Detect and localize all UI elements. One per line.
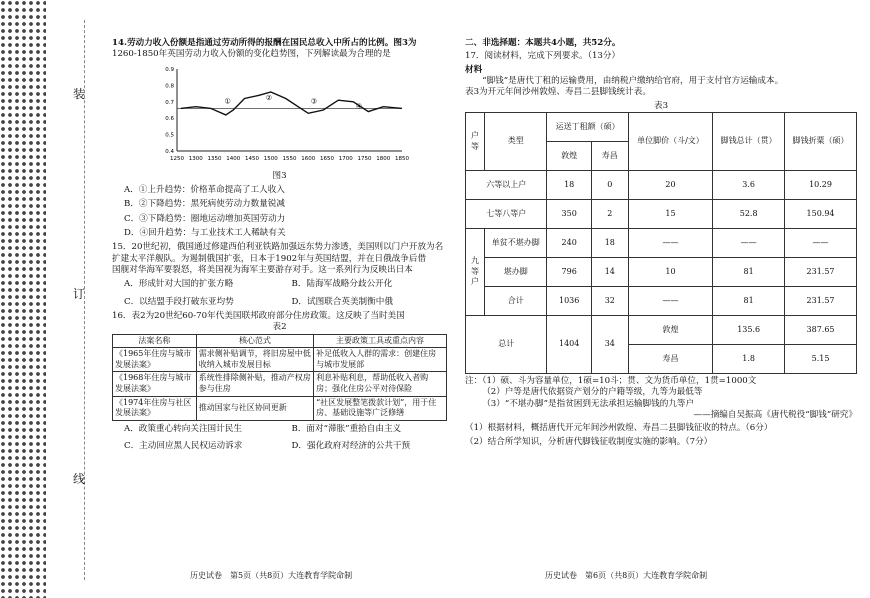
cell: 5.15 — [785, 345, 857, 374]
header-shouchang: 寿昌 — [591, 142, 628, 171]
y-tick-label: 0.4 — [165, 148, 174, 155]
x-tick-label: 1850 — [395, 155, 409, 162]
table-row — [466, 258, 857, 287]
x-tick-label: 1500 — [263, 155, 278, 162]
q15-stem-3: 国舰对华海军要裂怒，将美国视为海军主要游存对手。这一系列行为反映出日本 — [112, 265, 413, 276]
policy-header-paradigm: 核心范式 — [196, 334, 313, 348]
cell: 387.65 — [785, 316, 857, 345]
q17-stem: 17．阅读材料，完成下列要求。（13分） — [465, 51, 621, 62]
cell: 18 — [547, 171, 591, 200]
policy-table — [112, 334, 447, 421]
policy-cell: 系统性排除侧补贴，推动产权房参与住房 — [196, 372, 313, 396]
policy-cell: 利息补贴利息，帮助低收入者购房；强化住房公平对待保险 — [314, 372, 447, 396]
series-line — [181, 92, 402, 115]
cell: 52.8 — [713, 200, 785, 229]
cell: 敦煌 — [628, 316, 712, 345]
cell: 七等八等户 — [466, 200, 547, 229]
cell-nine-grade: 九等户 — [466, 229, 485, 316]
binding-char-ding: 订 — [73, 287, 86, 301]
header-total: 脚钱总计（贯） — [713, 113, 785, 171]
cell-total: 总计 — [466, 316, 547, 374]
cell: 1036 — [547, 287, 591, 316]
cell: 231.57 — [785, 287, 857, 316]
cell: 堪办脚 — [485, 258, 547, 287]
cell: 单贫不堪办脚 — [485, 229, 547, 258]
table-row — [113, 372, 447, 396]
x-tick-label: 1250 — [170, 155, 184, 162]
q16-option-d: D．强化政府对经济的公共干预 — [291, 440, 411, 451]
ask-1: （1）根据材料，概括唐代开元年间沙州敦煌、寿昌二县脚钱征收的特点。（6分） — [465, 423, 773, 434]
material-text-1: “脚钱”是唐代丁租的运输费用，由纳税户缴纳给官府，用于支付官方运输成本。 — [482, 76, 784, 87]
annotation-marker: ① — [224, 97, 231, 106]
policy-cell: 推动国家与社区协同更新 — [196, 396, 313, 420]
note-3: （3）“不堪办脚”是指贫困到无法承担运输脚钱的九等户 — [482, 398, 695, 409]
q14-stem-2: 1260-1850年英国劳动力收入份额的变化趋势图，下列解读最为合理的是 — [112, 49, 391, 60]
cell: 350 — [547, 200, 591, 229]
section-title: 二、非选择题：本题共4小题，共52分。 — [465, 38, 621, 48]
table-3-title: 表3 — [653, 100, 669, 111]
policy-cell: 《1965年住房与城市发展法案》 — [113, 348, 197, 372]
material-label: 材料 — [465, 64, 483, 75]
cell: 1.8 — [713, 345, 785, 374]
cell: 34 — [591, 316, 628, 374]
y-tick-label: 0.9 — [165, 66, 174, 73]
cell: 150.94 — [785, 200, 857, 229]
left-page — [112, 38, 447, 455]
x-tick-label: 1800 — [376, 155, 391, 162]
cell: 81 — [713, 287, 785, 316]
cell: 0 — [591, 171, 628, 200]
policy-cell: 《1974年住房与社区发展法案》 — [113, 396, 197, 420]
cell: 32 — [591, 287, 628, 316]
q14-stem-1: 14.劳动力收入份额是指通过劳动所得的报酬在国民总收入中所占的比例。图3为 — [112, 38, 417, 48]
ask-2: （2）结合所学知识，分析唐代脚钱征收制度实施的影响。（7分） — [465, 436, 713, 447]
note-1: 注：（1）硕、斗为容量单位，1硕=10斗；贯、文为货币单位，1贯=1000文 — [465, 376, 757, 387]
table-row — [466, 171, 857, 200]
x-tick-label: 1700 — [338, 155, 353, 162]
table-row — [466, 287, 857, 316]
y-tick-label: 0.8 — [165, 83, 174, 90]
table-2-title: 表2 — [272, 322, 287, 333]
q15-option-c: C．以结盟手段打破东亚均势 — [124, 296, 234, 307]
q15-option-b: B．陆海军战略分歧公开化 — [291, 279, 393, 290]
cell: 796 — [547, 258, 591, 287]
q14-option-d: D．④回升趋势：与工业技术工人稀缺有关 — [124, 228, 286, 239]
policy-cell: “社区发展整笔拨款计划”，用于住房、基础设施等广泛修缮 — [314, 396, 447, 420]
annotation-marker: ② — [265, 93, 273, 102]
q16-option-c: C．主动回应黑人民权运动诉求 — [124, 440, 243, 451]
policy-cell: 《1968年住房与城市发展法案》 — [113, 372, 197, 396]
note-2: （2）户等是唐代依据资产划分的户籍等级，九等为最低等 — [482, 387, 703, 398]
cell: —— — [628, 229, 712, 258]
cell: 10.29 — [785, 171, 857, 200]
header-type: 类型 — [485, 113, 547, 171]
x-tick-label: 1750 — [357, 155, 372, 162]
binding-char-zhuang: 装 — [73, 87, 86, 101]
table-row — [113, 348, 447, 372]
policy-header-tools: 主要政策工具或重点内容 — [314, 334, 447, 348]
annotation-marker: ③ — [310, 97, 318, 106]
policy-header-name: 法案名称 — [113, 334, 197, 348]
table-row — [466, 316, 857, 345]
q15-stem-1: 15．20世纪初，俄国通过修建西伯利亚铁路加强远东势力渗透，美国则以门户开放为名 — [112, 242, 444, 253]
cell: 10 — [628, 258, 712, 287]
q16-option-a: A．政策重心转向关注国计民生 — [124, 423, 242, 434]
cell: —— — [628, 287, 712, 316]
cell: 18 — [591, 229, 628, 258]
x-tick-label: 1450 — [245, 155, 259, 162]
left-footer: 历史试卷 第5页（共8页）大连教育学院命制 — [190, 571, 353, 580]
q16-stem: 16．表2为20世纪60-70年代美国联邦政府部分住房政策。这反映了当时美国 — [112, 311, 405, 322]
header-ding: 运送丁租额（硕） — [547, 113, 628, 142]
cell: 15 — [628, 200, 712, 229]
cell: 2 — [591, 200, 628, 229]
header-price: 单位脚价（斗/文） — [628, 113, 712, 171]
policy-cell: 补足低收入人群的需求：创建住房与城市发展部 — [314, 348, 447, 372]
q16-option-b: B．面对“滞胀”重拾自由主义 — [291, 423, 402, 434]
figure-3-label: 图3 — [272, 170, 287, 181]
q14-option-b: B．②下降趋势：黑死病使劳动力数量锐减 — [124, 199, 286, 210]
right-footer: 历史试卷 第6页（共8页）大连教育学院命制 — [545, 571, 708, 580]
header-conv: 脚钱折粟（硕） — [785, 113, 857, 171]
table-row — [466, 229, 857, 258]
cell: 20 — [628, 171, 712, 200]
cell: 14 — [591, 258, 628, 287]
cell: 六等以上户 — [466, 171, 547, 200]
annotation-marker: ④ — [355, 102, 363, 111]
cell: 1404 — [547, 316, 591, 374]
cell: —— — [785, 229, 857, 258]
policy-cell: 需求侧补贴调节，将旧房屋中低收纳入城市发展目标 — [196, 348, 313, 372]
x-tick-label: 1300 — [188, 155, 203, 162]
q14-option-a: A．①上升趋势：价格革命提高了工人收入 — [124, 185, 285, 196]
q15-option-d: D．试图联合英美制衡中俄 — [291, 296, 393, 307]
cell: 135.6 — [713, 316, 785, 345]
cell: 合计 — [485, 287, 547, 316]
y-tick-label: 0.6 — [165, 115, 174, 122]
footmoney-table — [465, 112, 857, 374]
cell: 240 — [547, 229, 591, 258]
header-dunhuang: 敦煌 — [547, 142, 591, 171]
binding-margin-pattern — [0, 0, 46, 598]
q14-option-c: C．③下降趋势：圈地运动增加英国劳动力 — [124, 213, 286, 224]
y-tick-label: 0.5 — [165, 132, 174, 139]
y-tick-label: 0.7 — [165, 99, 174, 106]
x-tick-label: 1550 — [282, 155, 297, 162]
x-tick-label: 1350 — [207, 155, 222, 162]
cell: 3.6 — [713, 171, 785, 200]
right-page — [465, 38, 857, 448]
cell: 81 — [713, 258, 785, 287]
cell: 寿昌 — [628, 345, 712, 374]
source-citation: ——摘编自吴振高《唐代税役“脚钱”研究》 — [693, 410, 857, 421]
x-tick-label: 1650 — [320, 155, 334, 162]
binding-char-xian: 线 — [73, 472, 86, 486]
material-text-2: 表3为开元年间沙州敦煌、寿昌二县脚钱统计表。 — [465, 87, 651, 98]
x-tick-label: 1400 — [226, 155, 241, 162]
q15-stem-2: 扩建太平洋舰队。为遏制俄国扩张，日本于1902年与英国结盟，并在日俄战争后借 — [112, 253, 427, 264]
cell: 231.57 — [785, 258, 857, 287]
income-share-chart — [152, 61, 412, 171]
cell: —— — [713, 229, 785, 258]
header-hudeng: 户等 — [466, 113, 485, 171]
q15-option-a: A．形成针对大国的扩张方略 — [124, 279, 234, 290]
x-tick-label: 1600 — [301, 155, 316, 162]
table-row — [113, 396, 447, 420]
table-row — [466, 200, 857, 229]
